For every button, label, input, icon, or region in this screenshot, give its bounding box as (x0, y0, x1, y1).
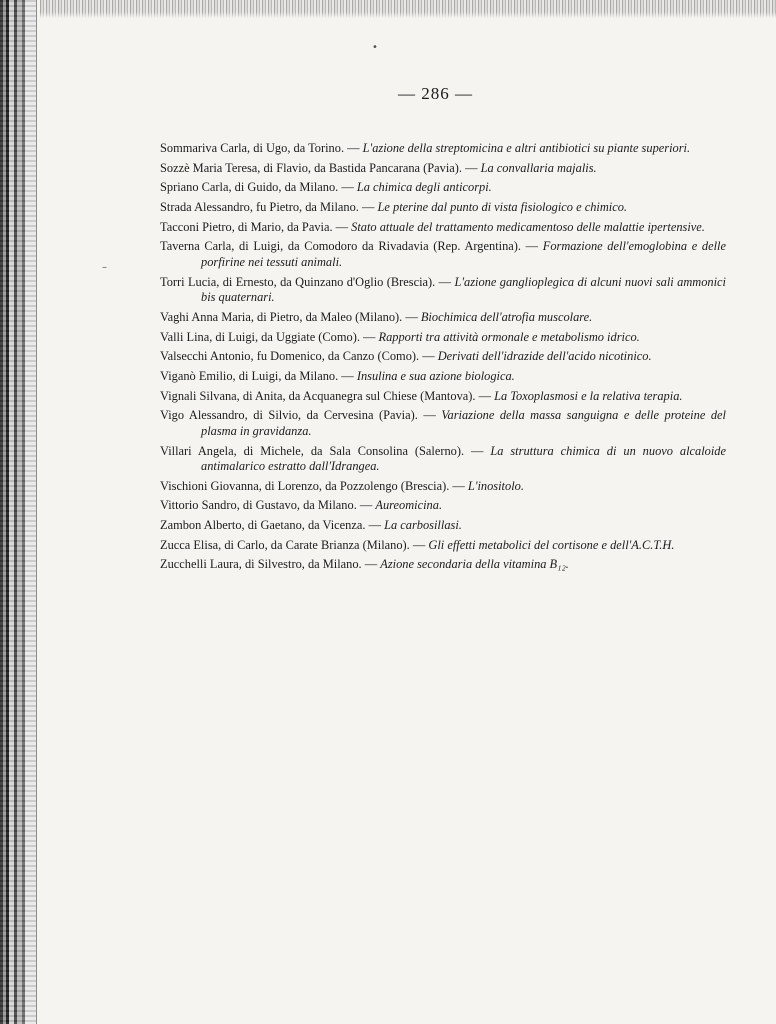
margin-dash: – (102, 262, 107, 273)
list-item (160, 239, 726, 270)
list-item (160, 200, 726, 216)
entry-title: La struttura chimica di un nuovo alcaloide antimalarico estratto dall'Idrangea. (201, 443, 726, 474)
list-item (160, 141, 726, 157)
entry-title: L'inositolo. (467, 478, 524, 493)
entry-author: Tacconi Pietro, di Mario, da Pavia. — (160, 219, 349, 234)
entry-title: Rapporti tra attività ormonale e metabolismo idrico. (378, 329, 640, 344)
entry-author: Villari Angela, di Michele, da Sala Consolina (Salerno). — (160, 443, 484, 458)
entry-author: Valsecchi Antonio, fu Domenico, da Canzo (Como). — (160, 349, 435, 364)
entry-author: Sozzè Maria Teresa, di Flavio, da Bastida Pancarana (Pavia). — (160, 160, 478, 175)
list-item (160, 220, 726, 236)
scan-top-edge (40, 0, 776, 18)
thesis-list (160, 141, 726, 577)
page-number: — 286 — (398, 84, 473, 103)
entry-title: Aureomicina. (375, 498, 443, 513)
list-item (160, 538, 726, 554)
entry-title: La Toxoplasmosi e la relativa terapia. (494, 388, 683, 403)
entry-title: La chimica degli anticorpi. (356, 180, 492, 195)
entry-author: Viganò Emilio, di Luigi, da Milano. — (160, 368, 354, 383)
entry-title: La carbosillasi. (384, 518, 462, 533)
speck-mark: • (372, 42, 378, 53)
entry-author: Zucca Elisa, di Carlo, da Carate Brianza (Milano). — (160, 537, 426, 552)
entry-title: Derivati dell'idrazide dell'acido nicotinico. (437, 349, 652, 364)
entry-title: Le pterine dal punto di vista fisiologico e chimico. (377, 199, 628, 214)
list-item (160, 369, 726, 385)
entry-author: Vigo Alessandro, di Silvio, da Cervesina (Pavia). — (160, 408, 436, 423)
list-item (160, 161, 726, 177)
entry-title: Azione secondaria della vitamina B₁₂. (380, 557, 569, 572)
entry-author: Taverna Carla, di Luigi, da Comodoro da Rivadavia (Rep. Argentina). — (160, 239, 539, 254)
entry-title: Biochimica dell'atrofia muscolare. (420, 309, 593, 324)
list-item (160, 349, 726, 365)
entry-title: Variazione della massa sanguigna e delle proteine del plasma in gravidanza. (201, 408, 726, 438)
entry-author: Vischioni Giovanna, di Lorenzo, da Pozzolengo (Brescia). — (160, 478, 465, 493)
entry-title: L'azione ganglioplegica di alcuni nuovi sali ammonici bis quaternari. (201, 274, 726, 305)
entry-author: Vignali Silvana, di Anita, da Acquanegra sul Chiese (Mantova). — (160, 388, 491, 403)
list-item (160, 518, 726, 534)
entry-title: L'azione della streptomicina e altri antibiotici su piante superiori. (362, 141, 691, 155)
entry-title: La convallaria majalis. (480, 160, 597, 175)
entry-author: Strada Alessandro, fu Pietro, da Milano. — (160, 199, 375, 214)
list-item (160, 479, 726, 495)
entry-author: Vittorio Sandro, di Gustavo, da Milano. — (160, 498, 373, 513)
list-item (160, 180, 726, 196)
entry-title: Formazione dell'emoglobina e delle porfirine nei tessuti animali. (201, 239, 726, 269)
entry-title: Gli effetti metabolici del cortisone e dell'A.C.T.H. (428, 537, 675, 552)
entry-author: Vaghi Anna Maria, di Pietro, da Maleo (Milano). — (160, 309, 418, 324)
list-item (160, 310, 726, 326)
entry-author: Spriano Carla, di Guido, da Milano. — (160, 180, 354, 195)
book-binding-edge (0, 0, 46, 1024)
entry-author: Zambon Alberto, di Gaetano, da Vicenza. — (160, 518, 381, 533)
list-item (160, 557, 726, 573)
entry-author: Torri Lucia, di Ernesto, da Quinzano d'Oglio (Brescia). — (160, 274, 452, 289)
entry-author: Valli Lina, di Luigi, da Uggiate (Como). — (160, 329, 376, 344)
entry-title: Stato attuale del trattamento medicamentoso delle malattie ipertensive. (351, 219, 705, 234)
entry-author: Zucchelli Laura, di Silvestro, da Milano. — (160, 557, 378, 572)
list-item (160, 444, 726, 475)
list-item (160, 408, 726, 439)
list-item (160, 498, 726, 514)
list-item (160, 275, 726, 306)
list-item (160, 330, 726, 346)
entry-author: Sommariva Carla, di Ugo, da Torino. — (160, 141, 360, 155)
list-item (160, 389, 726, 405)
entry-title: Insulina e sua azione biologica. (356, 368, 515, 383)
